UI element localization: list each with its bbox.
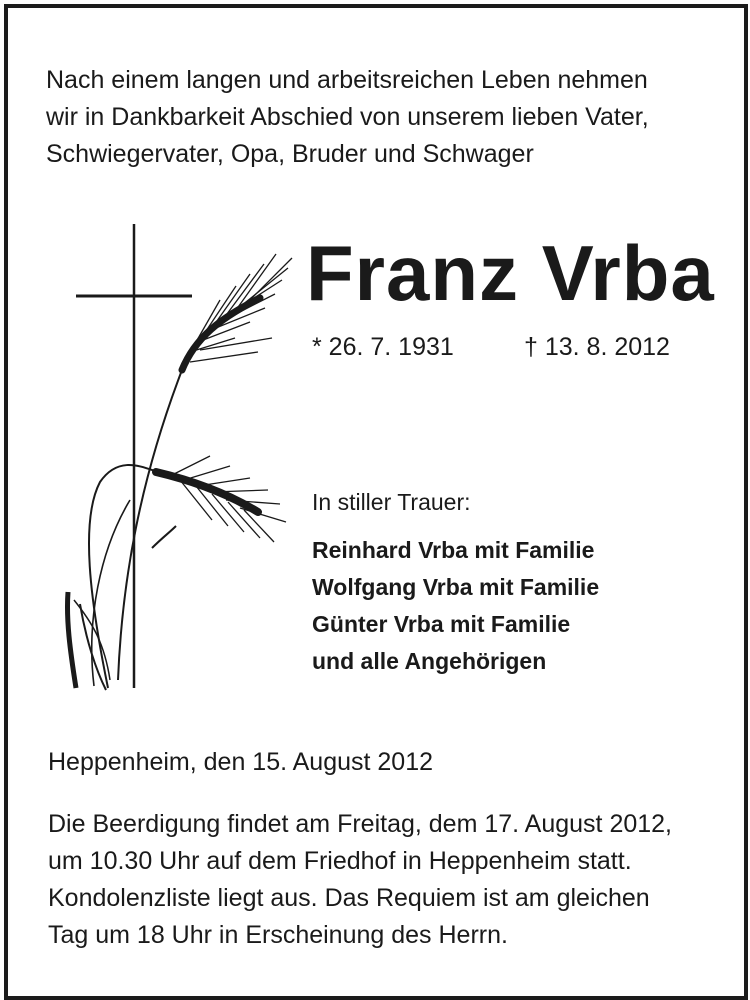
- intro-line: Nach einem langen und arbeitsreichen Leben nehmen: [46, 66, 648, 94]
- intro-text: [46, 62, 649, 173]
- intro-line: wir in Dankbarkeit Abschied von unserem lieben Vater,: [46, 103, 649, 131]
- cross-wheat-emblem: [60, 220, 300, 700]
- funeral-line: Kondolenzliste liegt aus. Das Requiem ist am gleichen: [48, 884, 650, 912]
- funeral-line: Tag um 18 Uhr in Erscheinung des Herrn.: [48, 921, 508, 949]
- mourner-name: und alle Angehörigen: [312, 648, 547, 674]
- birth-date: * 26. 7. 1931: [312, 333, 454, 361]
- mourner-name: Wolfgang Vrba mit Familie: [312, 574, 600, 600]
- funeral-line: um 10.30 Uhr auf dem Friedhof in Heppenheim statt.: [48, 847, 632, 875]
- deceased-name: Franz Vrba: [306, 229, 715, 317]
- funeral-info: [48, 806, 672, 954]
- mourners-list: [312, 532, 599, 680]
- mourners-heading: In stiller Trauer:: [312, 489, 471, 515]
- intro-line: Schwiegervater, Opa, Bruder und Schwager: [46, 140, 534, 168]
- mourner-name: Reinhard Vrba mit Familie: [312, 537, 595, 563]
- funeral-line: Die Beerdigung findet am Freitag, dem 17. August 2012,: [48, 810, 672, 838]
- death-date: † 13. 8. 2012: [524, 333, 670, 361]
- mourner-name: Günter Vrba mit Familie: [312, 611, 571, 637]
- place-date: Heppenheim, den 15. August 2012: [48, 748, 434, 776]
- wheat-icon: [67, 254, 292, 690]
